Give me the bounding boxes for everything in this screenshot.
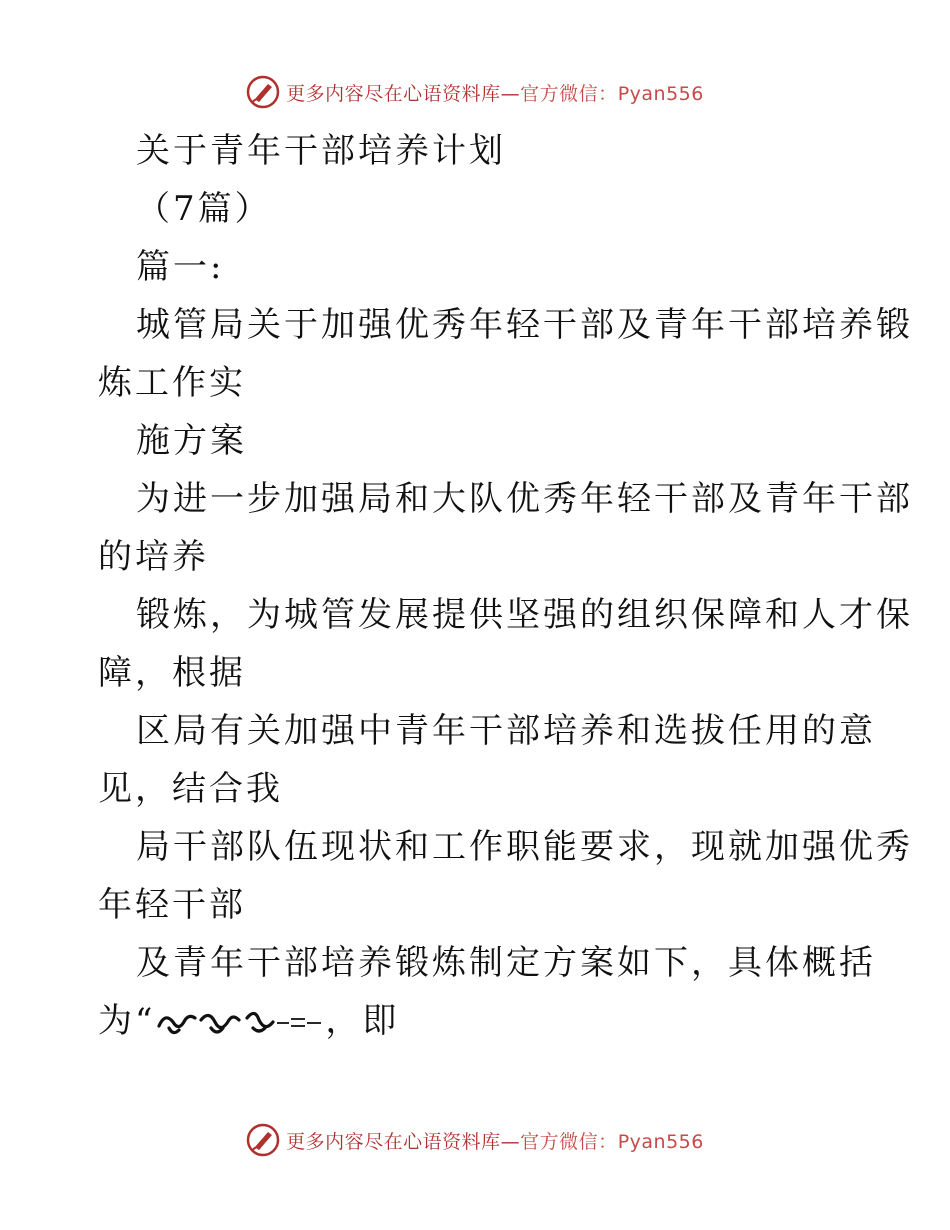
paragraph-line: 障，根据 — [98, 653, 246, 693]
paragraph-line: 炼工作实 — [98, 363, 246, 403]
paragraph-line: 及青年干部培养锻炼制定方案如下，具体概括 — [136, 943, 876, 983]
paragraph-line: 施方案 — [136, 421, 247, 461]
decorative-glyphs-icon — [155, 1006, 325, 1040]
banner-text — [286, 1127, 704, 1154]
paragraph-line: 见，结合我 — [98, 769, 283, 809]
banner-wechat-id: Pyan556 — [617, 1130, 704, 1153]
paragraph-line: 的培养 — [98, 537, 209, 577]
banner-text — [286, 79, 704, 106]
banner-wechat-label: 官方微信： — [520, 82, 618, 105]
doc-title: 关于青年干部培养计划 — [136, 131, 506, 171]
paragraph-line: 锻炼，为城管发展提供坚强的组织保障和人才保 — [136, 595, 913, 635]
pen-logo-icon — [246, 1123, 280, 1157]
paragraph-line: 城管局关于加强优秀年轻干部及青年干部培养锻 — [136, 305, 913, 345]
section-heading: 篇一: — [136, 247, 225, 287]
paragraph-line-last — [98, 992, 858, 1050]
paragraph-line: 区局有关加强中青年干部培养和选拔任用的意 — [136, 711, 876, 751]
paragraph-text-start: 为“ — [98, 1001, 156, 1041]
banner-main-text: 更多内容尽在心语资料库— — [286, 1130, 521, 1153]
header-banner — [0, 72, 950, 112]
paragraph-line: 局干部队伍现状和工作职能要求，现就加强优秀 — [136, 827, 913, 867]
paragraph-line: 年轻干部 — [98, 885, 246, 925]
doc-subtitle: （7篇） — [136, 189, 272, 229]
banner-main-text: 更多内容尽在心语资料库— — [286, 82, 521, 105]
footer-banner — [0, 1120, 950, 1160]
pen-logo-icon — [246, 75, 280, 109]
paragraph-text-end: ，即 — [325, 1001, 400, 1041]
paragraph-line: 为进一步加强局和大队优秀年轻干部及青年干部 — [136, 479, 913, 519]
banner-wechat-label: 官方微信： — [520, 1130, 618, 1153]
document-body — [98, 122, 913, 1050]
banner-wechat-id: Pyan556 — [617, 82, 704, 105]
